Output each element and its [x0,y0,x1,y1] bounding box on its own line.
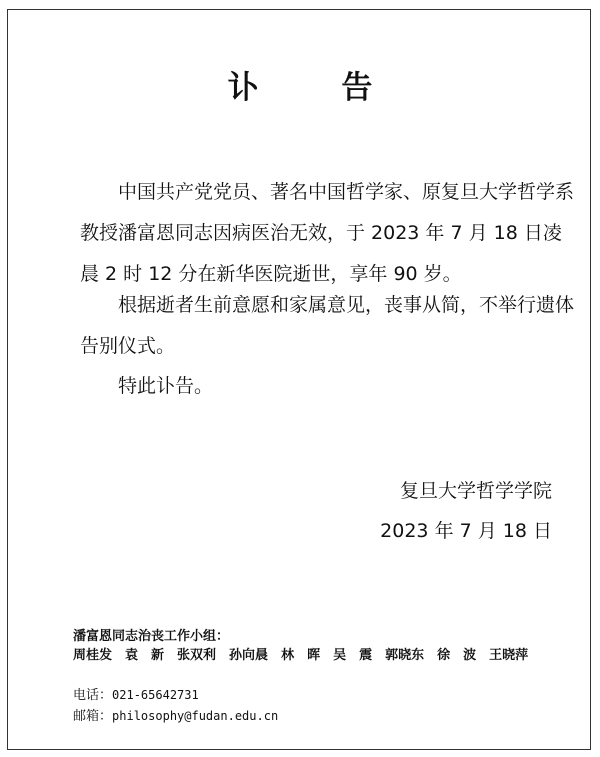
member-name: 林 晖 [281,648,321,663]
member-name: 周桂发 [73,648,113,663]
phone-number: 021-65642731 [112,688,199,702]
member-name: 孙向晨 [229,648,269,663]
notice-paragraph-2 [80,285,576,367]
member-name: 王晓萍 [489,648,529,663]
working-group-label: 潘富恩同志治丧工作小组： [73,629,230,644]
member-name: 吴 震 [333,648,373,663]
member-name: 张双利 [177,648,217,663]
working-group-members [73,644,541,663]
email-address[interactable]: philosophy@fudan.edu.cn [112,709,279,723]
member-name: 郭晓东 [385,648,425,663]
paragraph-text: 根据逝者生前意愿和家属意见，丧事从简，不举行遗体告别仪式。 [80,294,575,357]
notice-title: 讣 告 [227,70,409,106]
notice-paragraph-1 [80,172,576,295]
paragraph-text: 特此讣告。 [118,375,214,397]
contact-email [73,705,278,724]
member-name: 徐 波 [437,648,477,663]
email-label: 邮箱： [73,709,113,724]
signature-date: 2023 年 7 月 18 日 [380,520,552,542]
contact-phone [73,684,199,703]
phone-label: 电话： [73,688,113,703]
member-name: 袁 新 [125,648,165,663]
paragraph-text: 中国共产党党员、著名中国哲学家、原复旦大学哲学系教授潘富恩同志因病医治无效，于 2023 年 7 月 18 日凌晨 2 时 12 分在新华医院逝世，享年 90 岁。 [80,181,575,285]
notice-paragraph-3 [80,366,576,407]
signature-organization: 复旦大学哲学学院 [399,480,552,502]
